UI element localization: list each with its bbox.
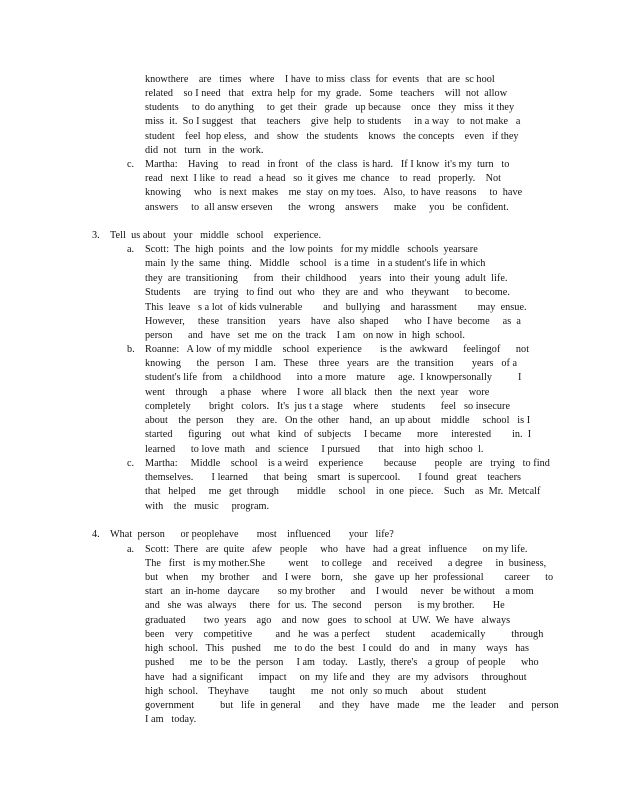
paragraph-line: miss it. So I suggest that teachers give help to students in a way to not make a <box>145 116 521 127</box>
list-marker: b. <box>127 344 135 355</box>
paragraph-line: themselves. I learned that being smart is supercool. I found great teachers <box>145 472 522 483</box>
paragraph-line: Scott: The high points and the low points for my middle schools yearsare <box>145 244 478 255</box>
paragraph-line: completely bright colors. It's jus t a stage where students feel so insecure <box>145 401 511 412</box>
paragraph-line: answers to all answ erseven the wrong answers make you be confident. <box>145 202 509 213</box>
paragraph-line: I am today. <box>145 714 197 725</box>
paragraph-line: did not turn in the work. <box>145 145 264 156</box>
paragraph-line: related so I need that extra help for my grade. Some teachers will not allow <box>145 88 508 99</box>
paragraph-line: Martha: Having to read in front of the class is hard. If I know it's my turn to <box>145 159 510 170</box>
paragraph-line: learned to love math and science I pursued that into high schoo l. <box>145 444 484 455</box>
paragraph-line: Roanne: A low of my middle school experience is the awkward feelingof not <box>145 344 530 355</box>
paragraph-line: been very competitive and he was a perfect student academically through <box>145 629 544 640</box>
list-marker: c. <box>127 159 135 170</box>
list-marker: 4. <box>92 529 100 540</box>
paragraph-line: with the music program. <box>145 501 270 512</box>
paragraph-line: knowthere are times where I have to miss class for events that are sc hool <box>145 74 495 85</box>
paragraph-line: start an in-home daycare so my brother and I would never be without a mom <box>145 586 534 597</box>
paragraph-line: student feel hop eless, and show the students knows the concepts even if they <box>145 131 519 142</box>
list-marker: a. <box>127 544 135 555</box>
paragraph-line: Martha: Middle school is a weird experience because people are trying to find <box>145 458 550 469</box>
paragraph-line: main ly the same thing. Middle school is a time in a student's life in which <box>145 258 486 269</box>
list-marker: c. <box>127 458 135 469</box>
paragraph-line: graduated two years ago and now goes to school at UW. We have always <box>145 615 511 626</box>
paragraph-line: about the person they are. On the other hand, an up about middle school is I <box>145 415 531 426</box>
paragraph-line: started figuring out what kind of subjects I became more interested in. I <box>145 429 532 440</box>
paragraph-line: student's life from a childhood into a more mature age. I knowpersonally I <box>145 372 522 383</box>
question-text: What person or peoplehave most influenced your life? <box>110 529 394 540</box>
paragraph-line: government but life in general and they have made me the leader and person <box>145 700 559 711</box>
paragraph-line: but when my brother and I were born, she gave up her professional career to <box>145 572 554 583</box>
paragraph-line: knowing who is next makes me stay on my toes. Also, to have reasons to have <box>145 187 523 198</box>
paragraph-line: This leave s a lot of kids vulnerable and bullying and harassment may ensue. <box>145 302 527 313</box>
paragraph-line: Students are trying to find out who they are and who theywant to become. <box>145 287 510 298</box>
question-text: Tell us about your middle school experience. <box>110 230 322 241</box>
paragraph-line: that helped me get through middle school in one piece. Such as Mr. Metcalf <box>145 486 541 497</box>
list-marker: 3. <box>92 230 100 241</box>
paragraph-line: knowing the person I am. These three years are the transition years of a <box>145 358 518 369</box>
list-marker: a. <box>127 244 135 255</box>
paragraph-line: high school. This pushed me to do the best I could do and in many ways has <box>145 643 530 654</box>
paragraph-line: students to do anything to get their grade up because once they miss it they <box>145 102 515 113</box>
paragraph-line: have had a significant impact on my life and they are my advisors throughout <box>145 672 527 683</box>
paragraph-line: they are transitioning from their childhood years into their young adult life. <box>145 273 508 284</box>
paragraph-line: However, these transition years have also shaped who I have become as a <box>145 316 521 327</box>
paragraph-line: and she was always there for us. The second person is my brother. He <box>145 600 505 611</box>
paragraph-line: pushed me to be the person I am today. Lastly, there's a group of people who <box>145 657 539 668</box>
paragraph-line: went through a phase where I wore all black then the next year wore <box>145 387 490 398</box>
paragraph-line: read next I like to read a head so it gives me chance to read properly. Not <box>145 173 502 184</box>
paragraph-line: The first is my mother.She went to college and received a degree in business, <box>145 558 547 569</box>
paragraph-line: high school. Theyhave taught me not only so much about student <box>145 686 487 697</box>
paragraph-line: Scott: There are quite afew people who have had a great influence on my life. <box>145 544 528 555</box>
paragraph-line: person and have set me on the track I am on now in high school. <box>145 330 465 341</box>
